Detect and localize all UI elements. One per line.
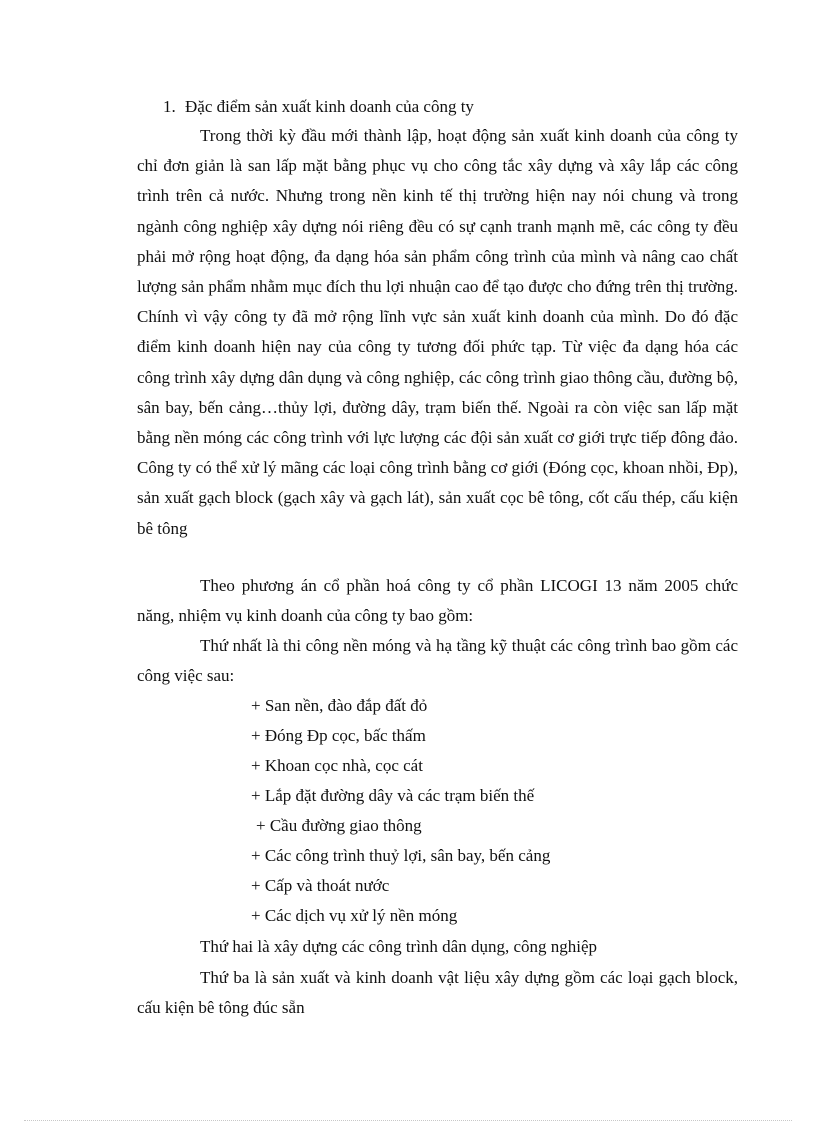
list-item: + San nền, đào đắp đất đỏ <box>251 696 428 715</box>
list-item: + Cấp và thoát nước <box>251 876 390 895</box>
paragraph-third-function: Thứ ba là sản xuất và kinh doanh vật liệu xây dựng gồm các loại gạch block, cấu kiện bê tông đúc sẵn <box>137 968 738 1018</box>
section-number: 1. <box>163 97 176 116</box>
paragraph-equitization-plan: Theo phương án cổ phần hoá công ty cổ phần LICOGI 13 năm 2005 chức năng, nhiệm vụ kinh doanh của công ty bao gồm: <box>137 576 738 626</box>
paragraph-business-overview: Trong thời kỳ đầu mới thành lập, hoạt động sản xuất kinh doanh của công ty chỉ đơn giản là san lấp mặt bằng phục vụ cho công tắc xây dựng và xây lắp các công trình trên cả nước. Nhưng trong nền kinh tế thị trường hiện nay nói chung và trong ngành công nghiệp xây dựng nói riêng đều có sự cạnh tranh mạnh mẽ, các công ty đều phải mở rộng hoạt động, đa dạng hóa sản phẩm công trình của mình và nâng cao chất lượng sản phẩm nhằm mục đích thu lợi nhuận cao để tạo được cho đứng trên thị trường. Chính vì vậy công ty đã mở rộng lĩnh vực sản xuất kinh doanh của mình. Do đó đặc điểm kinh doanh hiện nay của công ty tương đối phức tạp. Từ việc đa dạng hóa các công trình xây dựng dân dụng và công nghiệp, các công trình giao thông cầu, đường bộ, sân bay, bến cảng…thủy lợi, đường dây, trạm biến thế. Ngoài ra còn việc san lấp mặt bằng nền móng các công trình với lực lượng các đội sản xuất cơ giới trực tiếp đông đảo. Công ty có thể xử lý mãng các loại công trình bằng cơ giới (Đóng cọc, khoan nhồi, Đp), sản xuất gạch block (gạch xây và gạch lát), sản xuất cọc bê tông, cốt cấu thép, cấu kiện bê tông <box>137 126 738 538</box>
list-item: + Lắp đặt đường dây và các trạm biến thế <box>251 786 535 805</box>
list-item: + Các dịch vụ xử lý nền móng <box>251 906 458 925</box>
list-item: + Khoan cọc nhà, cọc cát <box>251 756 423 775</box>
paragraph-first-function: Thứ nhất là thi công nền móng và hạ tầng kỹ thuật các công trình bao gồm các công việc sau: <box>137 636 738 686</box>
work-item-list <box>251 694 550 934</box>
section-heading <box>163 95 474 119</box>
page-bottom-divider <box>24 1120 792 1121</box>
paragraph-second-function: Thứ hai là xây dựng các công trình dân dụng, công nghiệp <box>200 937 598 956</box>
list-item: + Đóng Đp cọc, bấc thấm <box>251 726 426 745</box>
section-title: Đặc điểm sản xuất kinh doanh của công ty <box>185 97 474 116</box>
list-item: + Cầu đường giao thông <box>256 816 422 835</box>
list-item: + Các công trình thuỷ lợi, sân bay, bến cảng <box>251 846 551 865</box>
